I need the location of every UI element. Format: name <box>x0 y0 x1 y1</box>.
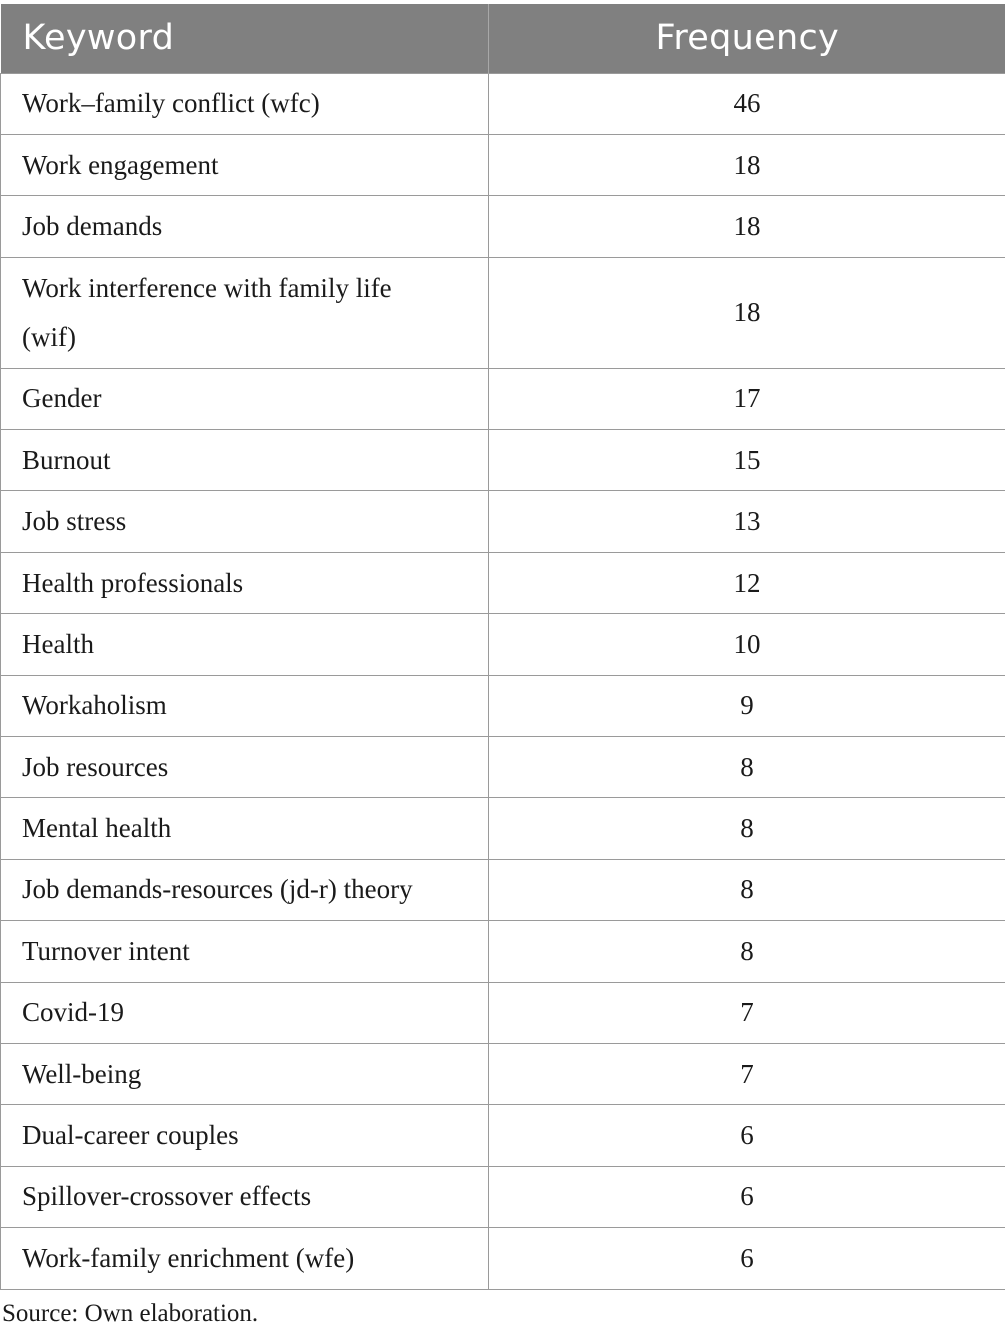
frequency-cell: 17 <box>489 368 1005 429</box>
frequency-cell: 7 <box>489 982 1005 1043</box>
keyword-frequency-table <box>0 4 1005 1290</box>
frequency-cell: 8 <box>489 798 1005 859</box>
table-row <box>1 1105 1005 1166</box>
table-row <box>1 982 1005 1043</box>
keyword-cell: Spillover-crossover effects <box>1 1166 489 1227</box>
frequency-cell: 15 <box>489 430 1005 491</box>
keyword-cell: Workaholism <box>1 675 489 736</box>
column-header-frequency: Frequency <box>489 4 1005 73</box>
table-row <box>1 134 1005 195</box>
frequency-cell: 8 <box>489 859 1005 920</box>
table-row <box>1 491 1005 552</box>
column-header-keyword: Keyword <box>1 4 489 73</box>
keyword-cell: Covid-19 <box>1 982 489 1043</box>
table-header <box>1 4 1005 73</box>
frequency-cell: 13 <box>489 491 1005 552</box>
frequency-cell: 9 <box>489 675 1005 736</box>
frequency-cell: 18 <box>489 196 1005 257</box>
frequency-cell: 46 <box>489 73 1005 134</box>
frequency-cell: 8 <box>489 737 1005 798</box>
keyword-cell: Burnout <box>1 430 489 491</box>
table-row <box>1 921 1005 982</box>
keyword-cell: Gender <box>1 368 489 429</box>
table-body <box>1 73 1005 1289</box>
keyword-cell: Turnover intent <box>1 921 489 982</box>
table-row <box>1 737 1005 798</box>
keyword-cell: Mental health <box>1 798 489 859</box>
table-row <box>1 1166 1005 1227</box>
frequency-cell: 18 <box>489 257 1005 368</box>
keyword-cell: Work-family enrichment (wfe) <box>1 1228 489 1289</box>
keyword-cell: Well-being <box>1 1043 489 1104</box>
table-footnote: Source: Own elaboration. <box>2 1300 259 1327</box>
frequency-cell: 6 <box>489 1105 1005 1166</box>
keyword-cell: Job stress <box>1 491 489 552</box>
table-row <box>1 798 1005 859</box>
frequency-cell: 10 <box>489 614 1005 675</box>
keyword-cell: Job demands <box>1 196 489 257</box>
keyword-cell: Work interference with family life (wif) <box>1 257 489 368</box>
table-row <box>1 430 1005 491</box>
keyword-cell: Health <box>1 614 489 675</box>
keyword-cell: Work engagement <box>1 134 489 195</box>
frequency-cell: 6 <box>489 1166 1005 1227</box>
keyword-cell: Job resources <box>1 737 489 798</box>
frequency-cell: 6 <box>489 1228 1005 1289</box>
table-row <box>1 1043 1005 1104</box>
keyword-cell: Work–family conflict (wfc) <box>1 73 489 134</box>
frequency-cell: 12 <box>489 552 1005 613</box>
table-row <box>1 859 1005 920</box>
table-row <box>1 614 1005 675</box>
frequency-cell: 8 <box>489 921 1005 982</box>
frequency-cell: 7 <box>489 1043 1005 1104</box>
keyword-cell: Dual-career couples <box>1 1105 489 1166</box>
keyword-cell: Health professionals <box>1 552 489 613</box>
table-row <box>1 1228 1005 1289</box>
keyword-cell: Job demands-resources (jd-r) theory <box>1 859 489 920</box>
table-row <box>1 257 1005 368</box>
table-row <box>1 675 1005 736</box>
table-row <box>1 368 1005 429</box>
table-row <box>1 73 1005 134</box>
frequency-cell: 18 <box>489 134 1005 195</box>
table-row <box>1 196 1005 257</box>
table-row <box>1 552 1005 613</box>
header-row <box>1 4 1005 73</box>
